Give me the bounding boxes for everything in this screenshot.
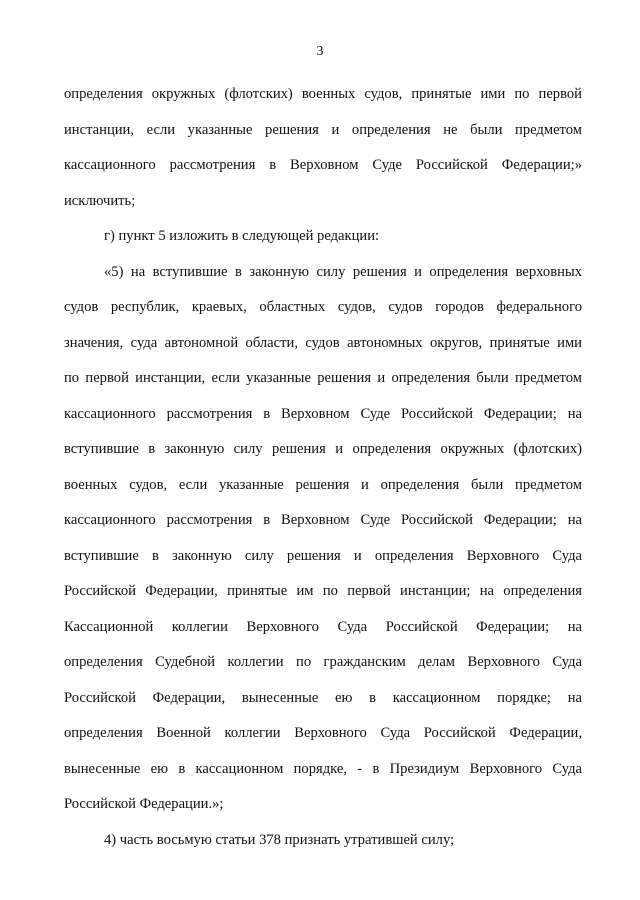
text-line: Кассационной коллегии Верховного Суда Российской Федерации; на xyxy=(64,618,582,635)
text-line: военных судов, если указанные решения и определения были предметом xyxy=(64,476,582,493)
text-line: по первой инстанции, если указанные решения и определения были предметом xyxy=(64,370,582,386)
text-line: кассационного рассмотрения в Верховном Суде Российской Федерации; на xyxy=(64,512,582,528)
text-line: вступившие в законную силу решения и определения Верховного Суда xyxy=(64,547,582,564)
paragraph-start-line: 4) часть восьмую статьи 378 признать утратившей силу; xyxy=(104,831,455,848)
text-line: определения Судебной коллегии по гражданским делам Верховного Суда xyxy=(64,654,582,670)
text-line: Российской Федерации, вынесенные ею в кассационном порядке; на xyxy=(64,689,582,706)
text-line: определения окружных (флотских) военных судов, принятые ими по первой xyxy=(64,86,582,102)
text-line: исключить; xyxy=(64,192,136,209)
text-line: Российской Федерации.»; xyxy=(64,796,224,812)
text-line: кассационного рассмотрения в Верховном Суде Российской Федерации;» xyxy=(64,157,582,173)
paragraph-start-line: «5) на вступившие в законную силу решения и определения верховных xyxy=(104,263,582,280)
text-line: судов республик, краевых, областных судов, судов городов федерального xyxy=(64,299,582,315)
page-number: 3 xyxy=(316,44,324,59)
text-line: определения Военной коллегии Верховного Суда Российской Федерации, xyxy=(64,725,582,741)
text-line: вынесенные ею в кассационном порядке, - в Президиум Верховного Суда xyxy=(64,760,582,777)
text-line: кассационного рассмотрения в Верховном Суде Российской Федерации; на xyxy=(64,405,582,422)
paragraph-start-line: г) пункт 5 изложить в следующей редакции: xyxy=(104,228,380,244)
document-body xyxy=(64,83,582,864)
text-line: Российской Федерации, принятые им по первой инстанции; на определения xyxy=(64,583,582,599)
text-line: вступившие в законную силу решения и определения окружных (флотских) xyxy=(64,441,582,457)
text-line: инстанции, если указанные решения и определения не были предметом xyxy=(64,121,582,138)
text-line: значения, суда автономной области, судов автономных округов, принятые ими xyxy=(64,334,582,351)
